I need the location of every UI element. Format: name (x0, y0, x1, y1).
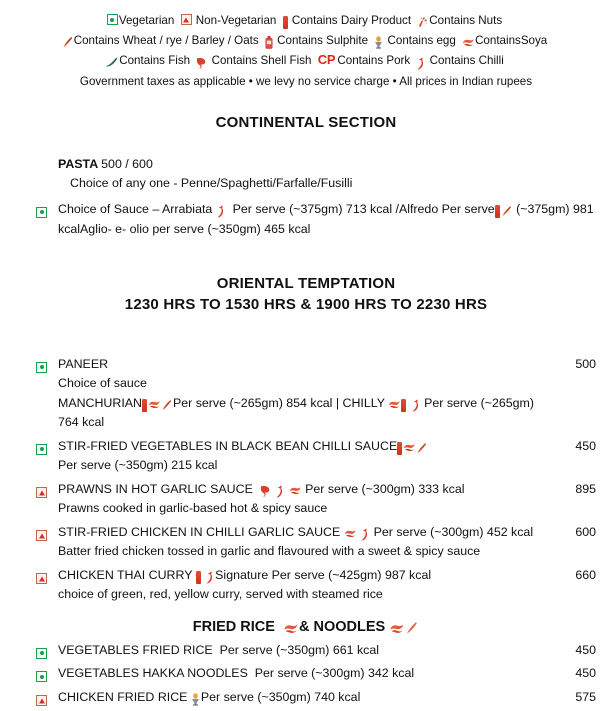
wheat-icon (405, 621, 418, 636)
item-marker (36, 480, 58, 504)
item-serve-detail: Per serve (~300gm) 342 kcal (254, 666, 415, 681)
sauce-text-part1: Choice of Sauce – Arrabiata (58, 201, 213, 216)
legend-item-shell-fish (196, 54, 314, 67)
item-marker (36, 355, 58, 379)
dairy-icon (495, 205, 500, 218)
dairy-icon (142, 399, 147, 412)
continental-section-heading: CONTINENTAL SECTION (215, 113, 397, 131)
item-content (58, 355, 550, 433)
item-name: VEGETABLES FRIED RICE (58, 642, 213, 657)
item-content (58, 688, 550, 708)
legend-label-egg: Contains egg (387, 33, 456, 47)
fried-rice-section-heading (0, 619, 612, 635)
item-marker (36, 437, 58, 461)
legend-label-nuts: Contains Nuts (429, 14, 503, 28)
oriental-items-list (0, 355, 612, 605)
item-marker (36, 688, 58, 711)
sauce-item-row (0, 199, 612, 239)
chilli-icon (416, 57, 425, 70)
item-name-row (58, 664, 550, 684)
item-desc: Batter fried chicken tossed in garlic and flavoured with a sweet & spicy sauce (58, 544, 481, 559)
chilli-icon (275, 485, 284, 498)
menu-item-chicken-thai-curry (36, 566, 596, 605)
nuts-icon (417, 16, 428, 28)
legend-label-dairy: Contains Dairy Product (291, 14, 412, 28)
item-price: 500 (575, 356, 596, 371)
legend-item-pork (318, 54, 414, 67)
pasta-price: 500 / 600 (101, 156, 153, 171)
sauce-marker (36, 199, 58, 239)
legend-line-1 (0, 11, 612, 31)
soya-icon (344, 528, 356, 538)
item-sauce-detail (58, 394, 550, 433)
soya-icon (389, 622, 404, 634)
chilli-icon (205, 571, 214, 584)
wheat-icon (161, 399, 172, 412)
item-content (58, 641, 550, 661)
chilli-icon (360, 528, 369, 541)
legend-label-fish: Contains Fish (119, 54, 191, 68)
dairy-icon (283, 16, 288, 29)
item-content (58, 523, 550, 562)
item-name: CHICKEN THAI CURRY (58, 567, 193, 582)
item-name: PANEER (58, 356, 109, 371)
sauce-chilly-detail: Per serve (~265gm) 764 kcal (58, 395, 534, 430)
item-marker (36, 664, 58, 688)
wheat-icon (501, 205, 512, 218)
soya-icon (148, 399, 160, 409)
wheat-icon (62, 36, 73, 49)
dairy-icon (196, 571, 201, 584)
legend-label-wheat: Contains Wheat / rye / Barley / Oats (73, 33, 259, 47)
sulphite-icon (265, 36, 273, 49)
item-serve-detail: Per serve (~300gm) 452 kcal (373, 524, 534, 539)
item-price: 450 (575, 666, 596, 681)
legend-item-sulphite (265, 34, 371, 47)
item-marker (36, 523, 58, 547)
pasta-choice: Choice of any one - Penne/Spaghetti/Farfalle/Fusilli (70, 175, 353, 190)
legend-label-non-vegetarian: Non-Vegetarian (195, 14, 277, 28)
soya-icon (403, 442, 415, 452)
item-price: 895 (575, 481, 596, 496)
veg-icon (36, 648, 47, 659)
pasta-block (0, 155, 612, 193)
item-name-row (58, 523, 550, 543)
non-vegetarian-icon (181, 14, 192, 25)
veg-icon (36, 444, 47, 455)
sauce-text (58, 199, 596, 239)
legend-label-vegetarian: Vegetarian (118, 14, 175, 28)
item-serve-detail: Per serve (~350gm) 661 kcal (219, 642, 380, 657)
menu-item-chicken-fried-rice (36, 688, 596, 711)
item-desc: choice of green, red, yellow curry, served with steamed rice (58, 587, 383, 602)
legend-label-shell-fish: Contains Shell Fish (211, 54, 312, 68)
item-name-row (58, 480, 550, 500)
veg-icon (36, 362, 47, 373)
legend-item-nuts (417, 14, 502, 27)
non-vegetarian-icon (36, 573, 47, 584)
shell-fish-icon (260, 485, 271, 498)
item-content (58, 664, 550, 684)
veg-icon (107, 14, 118, 25)
pork-icon: CP (317, 52, 336, 68)
legend-label-pork: Contains Pork (337, 54, 411, 68)
item-marker (36, 641, 58, 665)
egg-icon (191, 693, 200, 706)
item-name: VEGETABLES HAKKA NOODLES (58, 666, 248, 681)
legend-item-soya (462, 34, 547, 47)
chilli-icon (411, 399, 420, 412)
menu-item-stir-fried-chicken (36, 523, 596, 562)
item-name: STIR-FRIED CHICKEN IN CHILLI GARLIC SAUCE (58, 524, 341, 539)
soya-icon (462, 37, 474, 47)
oriental-section-heading: ORIENTAL TEMPTATION (216, 274, 396, 292)
legend-line-2 (0, 31, 612, 51)
menu-item-stir-fried-vegetables (36, 437, 596, 476)
item-name-row (58, 437, 550, 457)
item-name-row (58, 641, 550, 661)
non-vegetarian-icon (36, 695, 47, 706)
soya-icon (289, 485, 301, 495)
pasta-title-row (58, 155, 612, 174)
item-marker (36, 566, 58, 590)
fish-icon (105, 57, 118, 69)
egg-icon (374, 36, 383, 49)
item-desc: Per serve (~350gm) 215 kcal (58, 458, 218, 473)
fried-rice-items-list (0, 641, 612, 711)
item-price: 575 (575, 689, 596, 704)
sauce-manchurian-label: MANCHURIAN (58, 395, 142, 410)
sauce-text-part3: (~375gm) 981 kcalAglio- e- olio per serve (~350gm) 465 kcal (58, 201, 594, 236)
item-price: 450 (575, 642, 596, 657)
allergen-legend (0, 0, 612, 92)
veg-icon (36, 207, 47, 218)
menu-item-prawns-hot-garlic (36, 480, 596, 519)
item-price: 450 (575, 438, 596, 453)
non-vegetarian-icon (36, 530, 47, 541)
item-name-row (58, 688, 550, 708)
sauce-text-part2: Per serve (~375gm) 713 kcal /Alfredo Per serve (232, 201, 495, 216)
pasta-name: PASTA (58, 156, 98, 171)
item-name-row (58, 566, 550, 586)
taxes-note: Government taxes as applicable • we levy no service charge • All prices in Indian rupees (79, 75, 533, 89)
fried-rice-heading-part1: FRIED RICE (192, 618, 275, 635)
legend-item-non-vegetarian (181, 14, 280, 27)
item-name: STIR-FRIED VEGETABLES IN BLACK BEAN CHILLI SAUCE (58, 438, 398, 453)
item-content (58, 437, 550, 476)
veg-icon (36, 671, 47, 682)
item-content (58, 566, 550, 605)
shell-fish-icon (196, 57, 207, 70)
legend-item-egg (374, 34, 459, 47)
legend-item-dairy (283, 14, 415, 27)
non-vegetarian-icon (36, 487, 47, 498)
item-desc: Prawns cooked in garlic-based hot & spicy sauce (58, 501, 328, 516)
legend-item-fish (105, 54, 193, 67)
legend-label-sulphite: Contains Sulphite (277, 33, 369, 47)
legend-label-soya: ContainsSoya (475, 33, 548, 47)
item-content (58, 480, 550, 519)
fried-rice-heading-part2: & NOODLES (299, 618, 386, 635)
sauce-manchurian-detail: Per serve (~265gm) 854 kcal | CHILLY (172, 395, 385, 410)
menu-item-paneer (36, 355, 596, 433)
item-serve-detail: Per serve (~300gm) 333 kcal (305, 481, 465, 496)
item-serve-detail: Signature Per serve (~425gm) 987 kcal (215, 567, 432, 582)
legend-item-wheat (62, 34, 262, 47)
item-price: 660 (575, 567, 596, 582)
oriental-section-hours: 1230 HRS TO 1530 HRS & 1900 HRS TO 2230 HRS (124, 295, 488, 313)
legend-item-chilli (416, 54, 503, 67)
legend-item-vegetarian (107, 14, 178, 27)
dairy-icon (401, 399, 406, 412)
item-name: CHICKEN FRIED RICE (58, 689, 188, 704)
item-serve-detail: Per serve (~350gm) 740 kcal (200, 689, 361, 704)
item-price: 600 (575, 524, 596, 539)
dairy-icon (397, 442, 402, 455)
chilli-icon (216, 205, 225, 218)
wheat-icon (416, 442, 427, 455)
soya-icon (388, 399, 400, 409)
legend-label-chilli: Contains Chilli (429, 54, 504, 68)
menu-item-vegetables-hakka-noodles (36, 664, 596, 688)
soya-icon (283, 622, 298, 634)
legend-line-3 (0, 50, 612, 71)
item-name: PRAWNS IN HOT GARLIC SAUCE (58, 481, 253, 496)
menu-item-vegetables-fried-rice (36, 641, 596, 665)
item-desc: Choice of sauce (58, 376, 147, 391)
